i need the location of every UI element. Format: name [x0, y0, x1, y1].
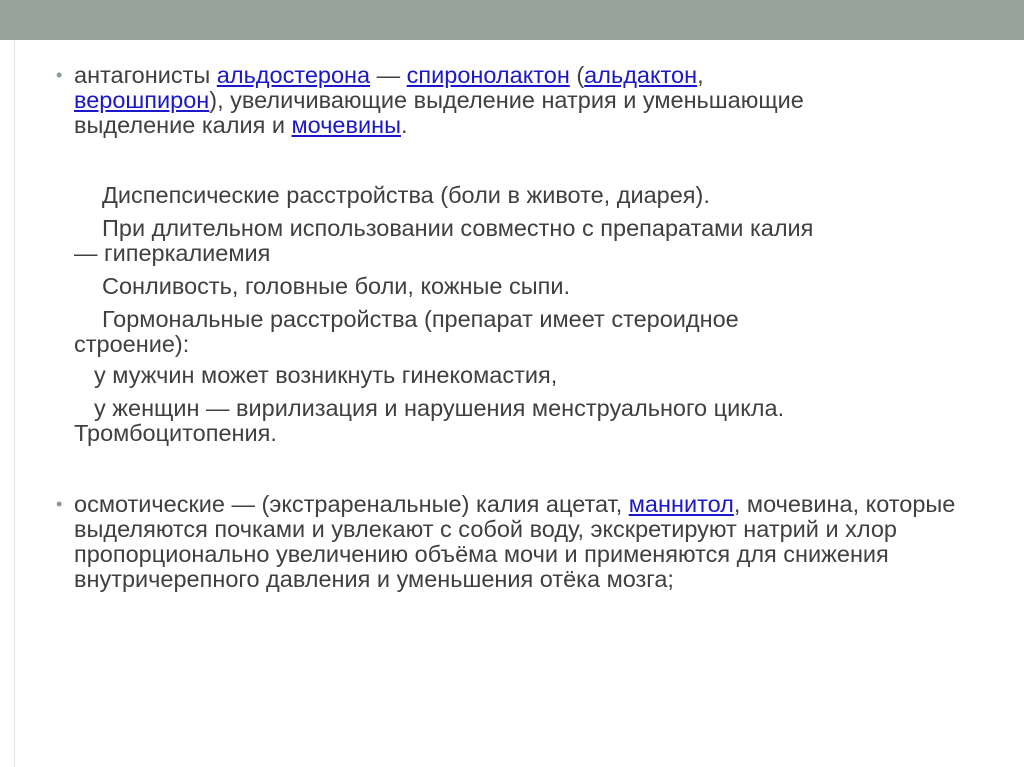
side-effect-men: у мужчин может возникнуть гинекомастия, — [94, 362, 558, 388]
side-effect-dyspepsia: Диспепсические расстройства (боли в животе, диарея). — [102, 182, 710, 208]
text-segment: ( — [569, 62, 585, 88]
text-segment: . — [401, 112, 408, 138]
link-mannitol[interactable]: маннитол — [628, 491, 734, 517]
side-effect-women: у женщин — вирилизация и нарушения менструального цикла. — [94, 395, 785, 421]
side-effects-block — [60, 183, 980, 446]
bullet-paragraph-antagonists — [56, 62, 980, 138]
bullet-icon: • — [56, 494, 63, 514]
text-segment: осмотические — (экстраренальные) калия ацетат, — [74, 491, 629, 517]
side-effect-hormonal-line2: строение): — [74, 331, 190, 357]
text-segment: ), увеличивающие выделение натрия и уменьшающие выделение калия и — [74, 87, 804, 138]
side-effect-somnolence: Сонливость, головные боли, кожные сыпи. — [102, 273, 571, 299]
text-segment: , — [697, 62, 704, 88]
text-segment: антагонисты — [74, 62, 217, 88]
side-effect-hormonal-line1: Гормональные расстройства (препарат имеет стероидное — [102, 306, 739, 332]
side-effect-thrombocytopenia: Тромбоцитопения. — [74, 420, 277, 446]
bullet-icon: • — [56, 65, 63, 85]
link-urea[interactable]: мочевины — [291, 112, 401, 138]
text-segment: , — [733, 491, 741, 517]
text-segment: — — [370, 62, 407, 88]
side-effect-hyperkalemia-line1: При длительном использовании совместно с препаратами калия — [102, 215, 814, 241]
side-effect-hyperkalemia-line2: — гиперкалиемия — [74, 240, 271, 266]
text-segment: мочевина, которые выделяются почками и увлекают с собой воду, экскретируют натрий и хлор пропорционально увеличению объёма мочи и применяются для снижения внутричерепного давления и уменьшения отёка мозга; — [74, 491, 956, 592]
bullet-paragraph-osmotic — [56, 491, 980, 592]
link-veroshpiron[interactable]: верошпирон — [74, 87, 210, 113]
link-aldosterone[interactable]: альдостерона — [216, 62, 371, 88]
top-bar — [0, 0, 1024, 40]
slide-content — [56, 62, 980, 592]
link-spironolactone[interactable]: спиронолактон — [406, 62, 570, 88]
link-aldactone[interactable]: альдактон — [584, 62, 698, 88]
